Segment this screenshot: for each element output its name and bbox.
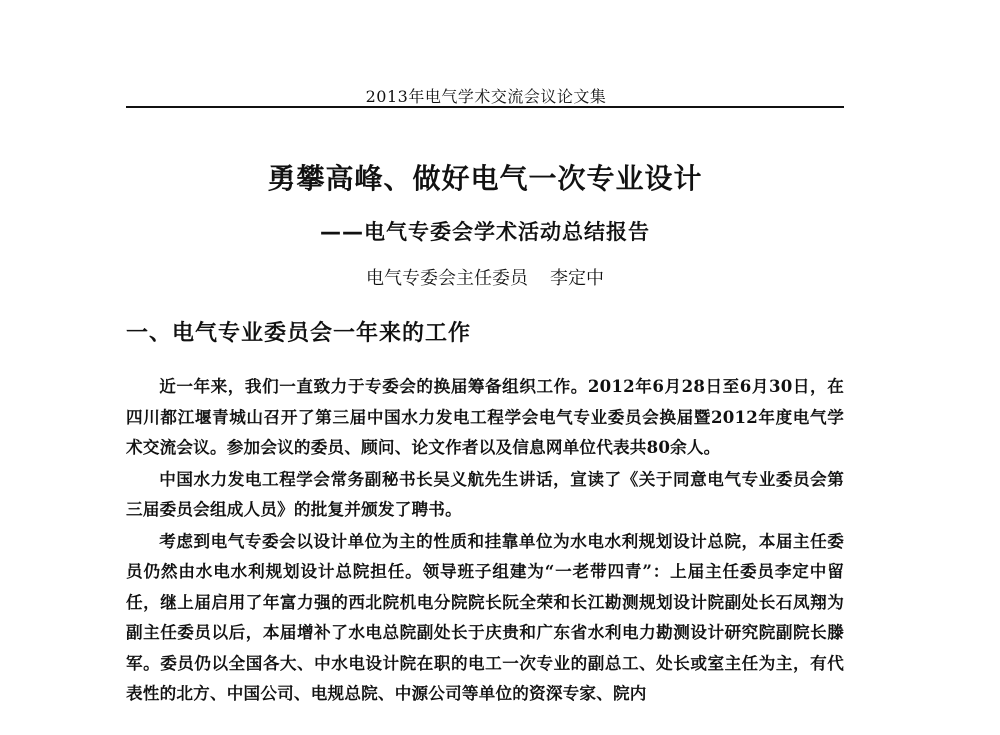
- paragraph: 近一年来，我们一直致力于专委会的换届筹备组织工作。2012年6月28日至6月30日，在四川都江堰青城山召开了第三届中国水力发电工程学会电气专业委员会换届暨2012年度电气学术交流会议。参加会议的委员、顾问、论文作者以及信息网单位代表共80余人。: [126, 376, 844, 457]
- body-text: [126, 371, 844, 735]
- author-role: 电气专委会主任委员: [366, 268, 528, 289]
- paper-title: 勇攀高峰、做好电气一次专业设计: [267, 162, 703, 195]
- author-name: 李定中: [550, 268, 604, 289]
- paragraph: 中国水力发电工程学会常务副秘书长吴义航先生讲话，宣读了《关于同意电气专业委员会第三届委员会组成人员》的批复并颁发了聘书。: [126, 468, 844, 519]
- paper-subtitle: ——电气专委会学术活动总结报告: [320, 220, 650, 244]
- paragraph: 考虑到电气专委会以设计单位为主的性质和挂靠单位为水电水利规划设计总院，本届主任委员仍然由水电水利规划设计总院担任。领导班子组建为“一老带四青”：上届主任委员李定中留任，继上届启用了年富力强的西北院机电分院院长阮全荣和长江勘测规划设计院副处长石凤翔为副主任委员以后，本届增补了水电总院副处长于庆贵和广东省水利电力勘测设计研究院副院长滕军。委员仍以全国各大、中水电设计院在职的电工一次专业的副总工、处长或室主任为主，有代表性的北方、中国公司、电规总院、中源公司等单位的资深专家、院内: [126, 530, 844, 703]
- running-header: 2013年电气学术交流会议论文集: [365, 87, 607, 106]
- author-line: [126, 264, 844, 290]
- section-heading: 一、电气专业委员会一年来的工作: [126, 321, 472, 346]
- header-rule: [126, 106, 844, 108]
